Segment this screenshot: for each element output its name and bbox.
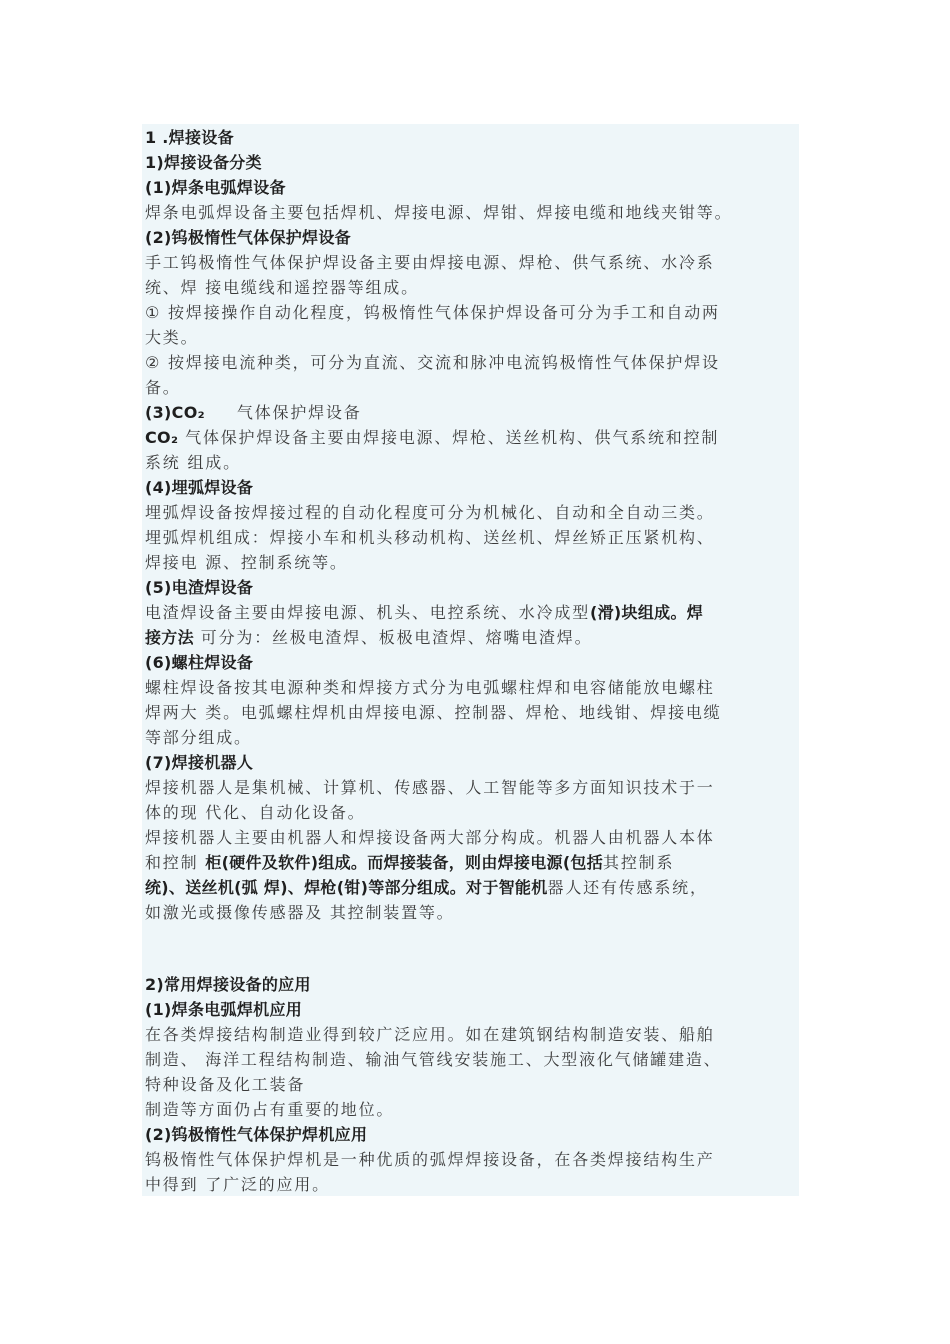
paragraph-text: 电渣焊设备主要由焊接电源、机头、电控系统、水冷成型 (145, 603, 591, 622)
paragraph-text: 气体保护焊设备主要由焊接电源、焊枪、送丝机构、供气系统和控制 (178, 428, 720, 447)
paragraph-line: 制造、 海洋工程结构制造、输油气管线安装施工、大型液化气储罐建造、 (145, 1050, 722, 1069)
paragraph-line: 体的现 代化、自动化设备。 (145, 803, 366, 822)
paragraph-line: 大类。 (145, 328, 199, 347)
paragraph-line: 中得到 了广泛的应用。 (145, 1175, 330, 1194)
paragraph-text: 器人还有传感系统， (547, 878, 708, 897)
paragraph-line: 钨极惰性气体保护焊机是一种优质的弧焊焊接设备，在各类焊接结构生产 (145, 1150, 715, 1169)
paragraph-bold: (滑)块组成。焊 (590, 603, 704, 622)
co2-label: CO₂ (145, 428, 179, 447)
subsection-title: 1)焊接设备分类 (145, 153, 262, 172)
heading-text: 气体保护焊设备 (236, 403, 362, 422)
paragraph-line: 焊接机器人是集机械、计算机、传感器、人工智能等多方面知识技术于一 (145, 778, 715, 797)
paragraph-line: 特种设备及化工装备 (145, 1075, 306, 1094)
paragraph-line (145, 601, 703, 625)
paragraph-line (145, 851, 674, 875)
paragraph-line (145, 626, 592, 650)
item-heading (145, 401, 362, 425)
section-title: 2)常用焊接设备的应用 (145, 975, 311, 994)
paragraph-text: 和控制 (145, 853, 206, 872)
paragraph-line: 焊接电 源、控制系统等。 (145, 553, 348, 572)
paragraph-text: 其控制系 (603, 853, 675, 872)
paragraph-line: 焊条电弧焊设备主要包括焊机、焊接电源、焊钳、焊接电缆和地线夹钳等。 (145, 203, 733, 222)
item-heading: (2)钨极惰性气体保护焊设备 (145, 228, 351, 247)
paragraph-bold: 柜(硬件及软件)组成。而焊接装备，则由焊接电源(包括 (205, 853, 604, 872)
item-heading: (1)焊条电弧焊机应用 (145, 1000, 303, 1019)
paragraph-bold: 统)、送丝机(弧 焊)、焊枪(钳)等部分组成。对于智能机 (145, 878, 548, 897)
paragraph-line: ① 按焊接操作自动化程度，钨极惰性气体保护焊设备可分为手工和自动两 (145, 303, 720, 322)
paragraph-line: 螺柱焊设备按其电源种类和焊接方式分为电弧螺柱焊和电容储能放电螺柱 (145, 678, 715, 697)
section-title: 1 .焊接设备 (145, 128, 234, 147)
paragraph-line (145, 876, 708, 900)
item-heading: (4)埋弧焊设备 (145, 478, 254, 497)
paragraph-line: 埋弧焊机组成：焊接小车和机头移动机构、送丝机、焊丝矫正压紧机构、 (145, 528, 715, 547)
paragraph-line: 等部分组成。 (145, 728, 252, 747)
paragraph-line: 焊接机器人主要由机器人和焊接设备两大部分构成。机器人由机器人本体 (145, 828, 715, 847)
item-heading: (1)焊条电弧焊设备 (145, 178, 286, 197)
item-heading: (6)螺柱焊设备 (145, 653, 254, 672)
paragraph-line: 系统 组成。 (145, 453, 241, 472)
item-heading: (2)钨极惰性气体保护焊机应用 (145, 1125, 368, 1144)
paragraph-bold: 接方法 (145, 628, 194, 647)
paragraph-text: 可分为：丝极电渣焊、板极电渣焊、熔嘴电渣焊。 (193, 628, 593, 647)
heading-prefix: (3)CO₂ (145, 403, 205, 422)
paragraph-line: 手工钨极惰性气体保护焊设备主要由焊接电源、焊枪、供气系统、水冷系 (145, 253, 715, 272)
paragraph-line: 备。 (145, 378, 181, 397)
paragraph-line (145, 426, 719, 450)
paragraph-line: 如激光或摄像传感器及 其控制装置等。 (145, 903, 455, 922)
paragraph-line: 制造等方面仍占有重要的地位。 (145, 1100, 395, 1119)
paragraph-line: ② 按焊接电流种类，可分为直流、交流和脉冲电流钨极惰性气体保护焊设 (145, 353, 720, 372)
paragraph-line: 焊两大 类。电弧螺柱焊机由焊接电源、控制器、焊枪、地线钳、焊接电缆 (145, 703, 722, 722)
paragraph-line: 统、焊 接电缆线和遥控器等组成。 (145, 278, 419, 297)
item-heading: (7)焊接机器人 (145, 753, 254, 772)
paragraph-line: 在各类焊接结构制造业得到较广泛应用。如在建筑钢结构制造安装、船舶 (145, 1025, 715, 1044)
paragraph-line: 埋弧焊设备按焊接过程的自动化程度可分为机械化、自动和全自动三类。 (145, 503, 715, 522)
item-heading: (5)电渣焊设备 (145, 578, 254, 597)
